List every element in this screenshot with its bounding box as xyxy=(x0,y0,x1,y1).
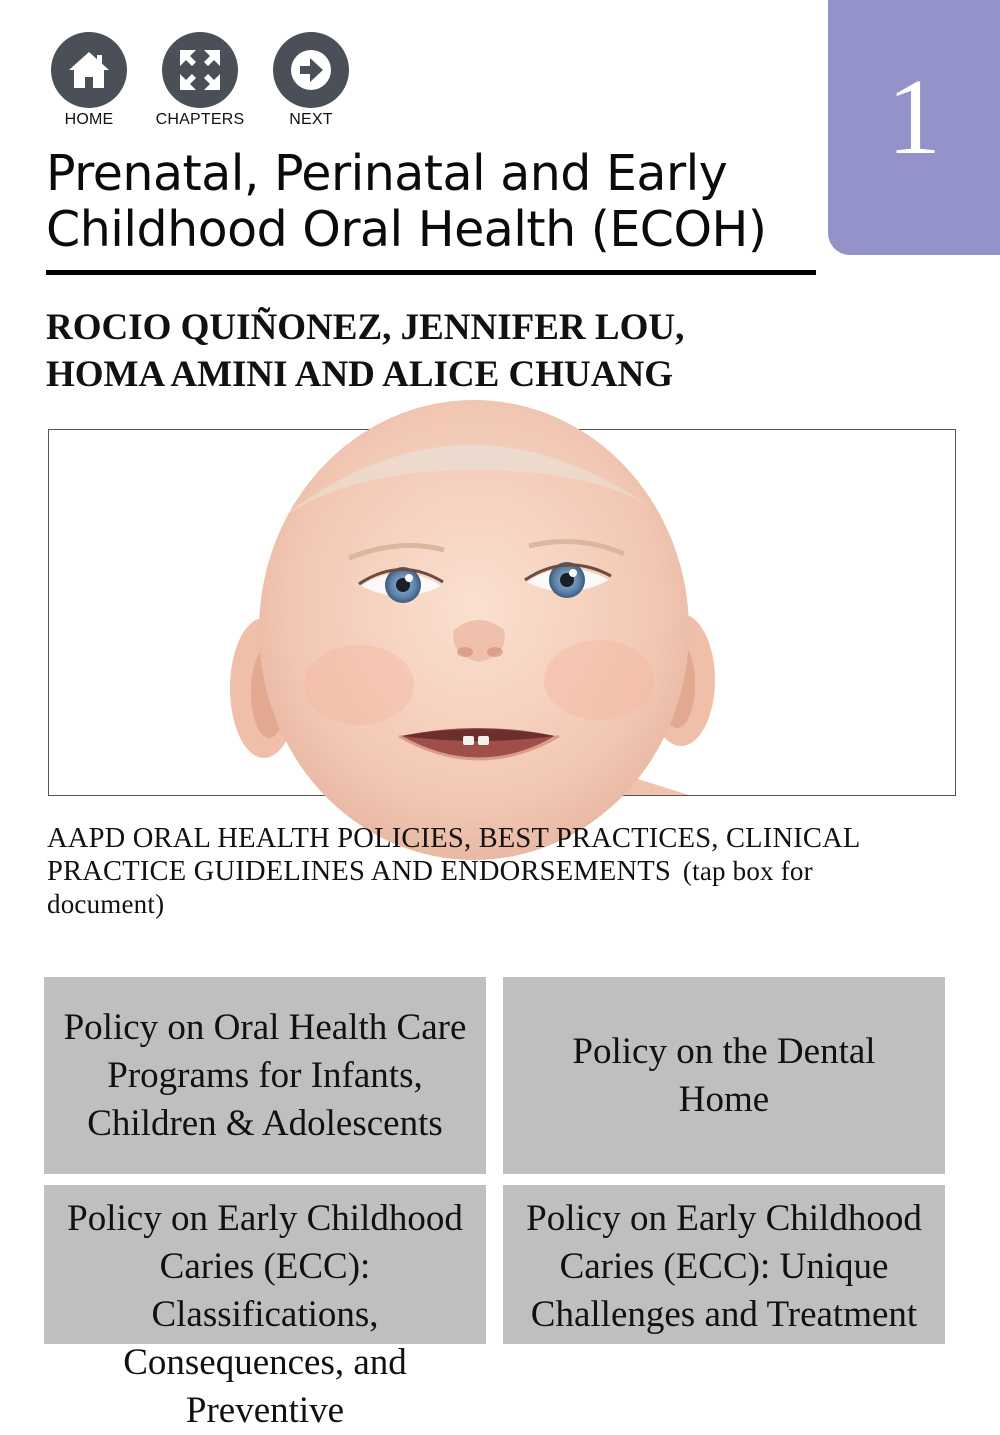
policy-label: Policy on Early Childhood Caries (ECC): Unique Challenges and Treatment xyxy=(526,1198,922,1335)
expand-arrows-icon xyxy=(162,32,238,108)
home-button[interactable] xyxy=(44,32,134,132)
policy-label: Policy on Oral Health Care Programs for Infants, Children & Adolescents xyxy=(63,1006,467,1144)
chapter-tab xyxy=(828,0,1000,255)
authors-line-1: ROCIO QUIÑONEZ, JENNIFER LOU, xyxy=(46,307,685,348)
policy-oral-health-care-programs-button[interactable] xyxy=(44,977,486,1174)
authors-line-2: HOMA AMINI AND ALICE CHUANG xyxy=(46,354,673,395)
policy-label: Policy on Early Childhood Caries (ECC): Classifications, Consequences, and Preventive xyxy=(67,1198,463,1431)
page-title: Prenatal, Perinatal and Early Childhood Oral Health (ECOH) xyxy=(46,145,767,258)
arrow-right-circle-icon xyxy=(273,32,349,108)
next-label: NEXT xyxy=(289,111,333,128)
title-divider xyxy=(46,270,816,275)
chapters-label: CHAPTERS xyxy=(155,111,245,128)
authors xyxy=(46,304,806,398)
home-icon xyxy=(51,32,127,108)
chapters-button[interactable] xyxy=(155,32,245,132)
policy-dental-home-button[interactable] xyxy=(503,977,945,1174)
chapter-number: 1 xyxy=(887,58,941,177)
policy-ecc-classifications-button[interactable] xyxy=(44,1185,486,1431)
caption-hint: (tap box for document) xyxy=(47,856,813,919)
caption-heading: AAPD ORAL HEALTH POLICIES, BEST PRACTICES, CLINICAL PRACTICE GUIDELINES AND ENDORSEMENTS xyxy=(47,823,860,887)
policy-label: Policy on the Dental Home xyxy=(572,1030,876,1120)
policy-ecc-unique-challenges-button[interactable] xyxy=(503,1185,945,1344)
policies-caption xyxy=(47,822,927,921)
next-button[interactable] xyxy=(266,32,356,132)
home-label: HOME xyxy=(64,111,114,128)
hero-image-baby xyxy=(48,429,956,796)
